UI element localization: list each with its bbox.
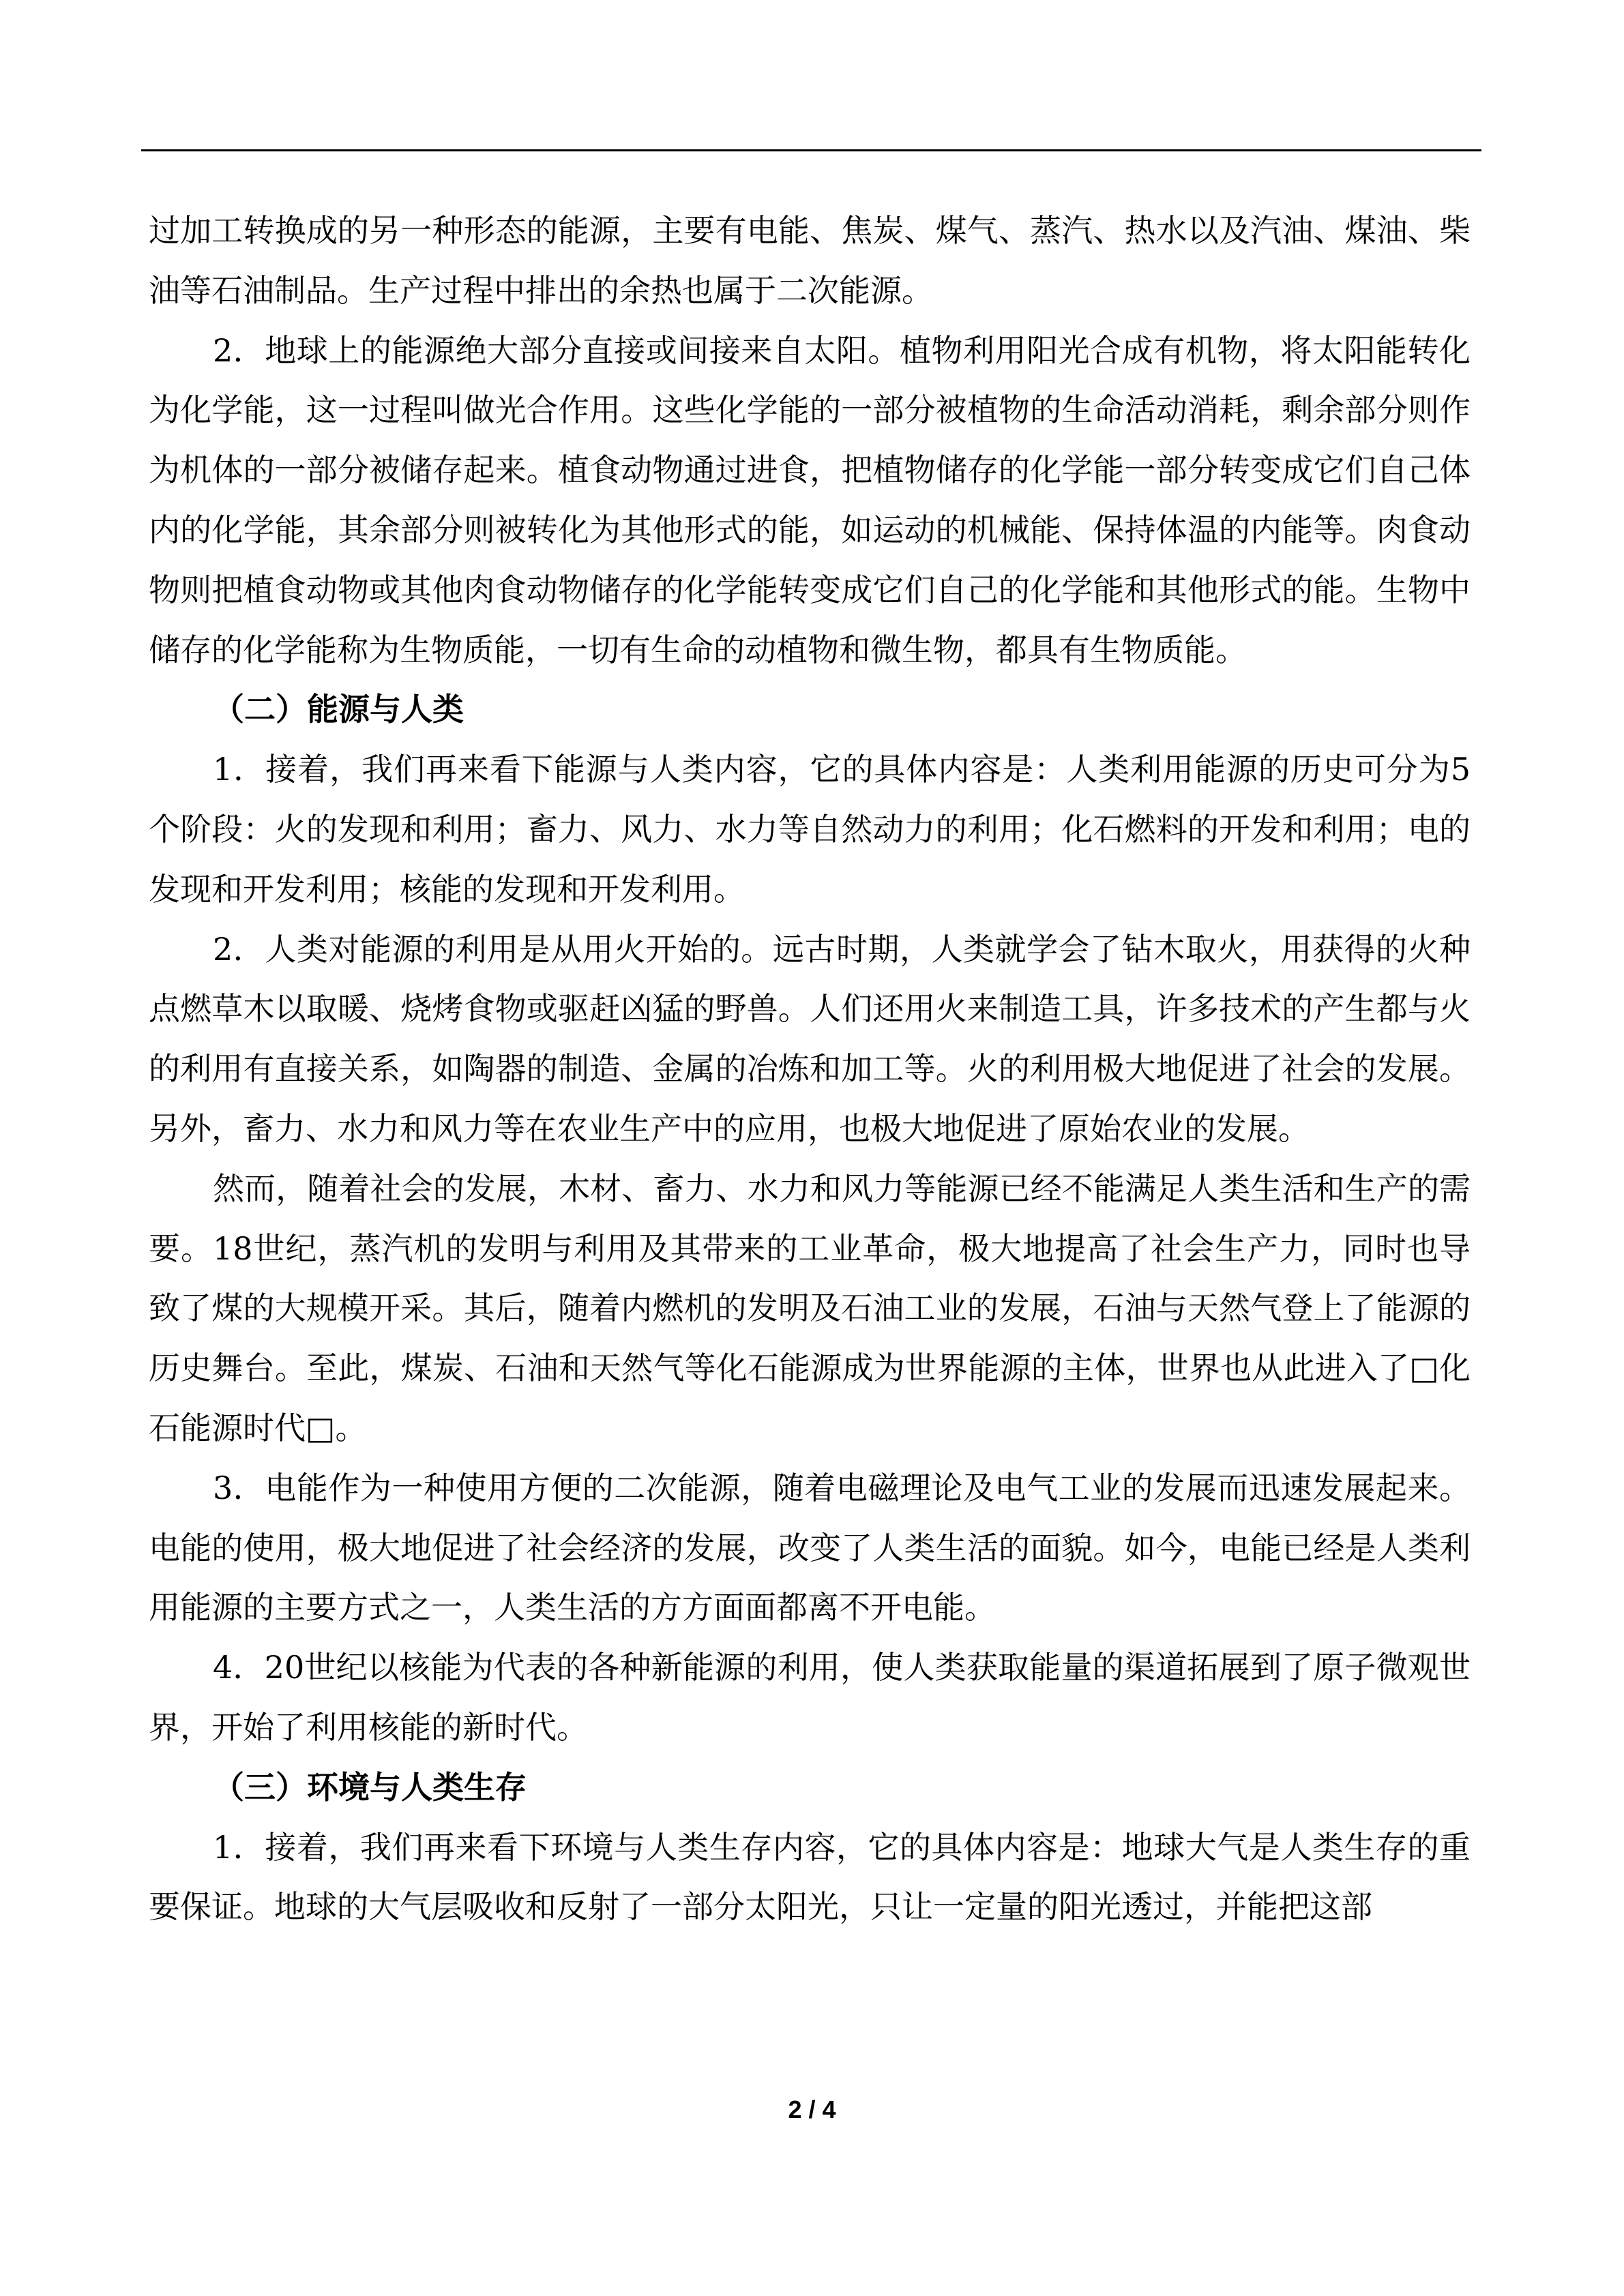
paragraph-continuation: 过加工转换成的另一种形态的能源，主要有电能、焦炭、煤气、蒸汽、热水以及汽油、煤油、柴油等石油制品。生产过程中排出的余热也属于二次能源。 [149,212,1471,309]
page-number: 2 / 4 [788,2096,836,2123]
paragraph-fire-use: 2．人类对能源的利用是从用火开始的。远古时期，人类就学会了钻木取火，用获得的火种点燃草木以取暖、烧烤食物或驱赶凶猛的野兽。人们还用火来制造工具，许多技术的产生都与火的利用有直接关系，如陶器的制造、金属的冶炼和加工等。火的利用极大地促进了社会的发展。另外，畜力、水力和风力等在农业生产中的应用，也极大地促进了原始农业的发展。 [149,930,1471,1147]
paragraph-solar-energy: 2．地球上的能源绝大部分直接或间接来自太阳。植物利用阳光合成有机物，将太阳能转化为化学能，这一过程叫做光合作用。这些化学能的一部分被植物的生命活动消耗，剩余部分则作为机体的一部分被储存起来。植食动物通过进食，把植物储存的化学能一部分转变成它们自己体内的化学能，其余部分则被转化为其他形式的能，如运动的机械能、保持体温的内能等。肉食动物则把植食动物或其他肉食动物储存的化学能转变成它们自己的化学能和其他形式的能。生物中储存的化学能称为生物质能，一切有生命的动植物和微生物，都具有生物质能。 [149,331,1471,668]
paragraph-atmosphere: 1．接着，我们再来看下环境与人类生存内容，它的具体内容是：地球大气是人类生存的重要保证。地球的大气层吸收和反射了一部分太阳光，只让一定量的阳光透过，并能把这部 [149,1828,1471,1926]
paragraph-fossil-fuel-era: 然而，随着社会的发展，木材、畜力、水力和风力等能源已经不能满足人类生活和生产的需要。18世纪，蒸汽机的发明与利用及其带来的工业革命，极大地提高了社会生产力，同时也导致了煤的大规模开采。其后，随着内燃机的发明及石油工业的发展，石油与天然气登上了能源的历史舞台。至此，煤炭、石油和天然气等化石能源成为世界能源的主体，世界也从此进入了□化石能源时代□。 [149,1169,1471,1446]
section-heading-energy-and-humans: （二）能源与人类 [213,691,464,728]
section-heading-environment-and-survival: （三）环境与人类生存 [213,1768,527,1806]
paragraph-electric-energy: 3．电能作为一种使用方便的二次能源，随着电磁理论及电气工业的发展而迅速发展起来。电能的使用，极大地促进了社会经济的发展，改变了人类生活的面貌。如今，电能已经是人类利用能源的主要方式之一，人类生活的方方面面都离不开电能。 [149,1469,1471,1626]
header-rule [141,149,1481,151]
paragraph-energy-history: 1．接着，我们再来看下能源与人类内容，它的具体内容是：人类利用能源的历史可分为5个阶段：火的发现和利用；畜力、风力、水力等自然动力的利用；化石燃料的开发和利用；电的发现和开发利用；核能的发现和开发利用。 [149,751,1471,908]
paragraph-nuclear-energy: 4．20世纪以核能为代表的各种新能源的利用，使人类获取能量的渠道拓展到了原子微观世界，开始了利用核能的新时代。 [149,1649,1471,1746]
document-body [149,201,1471,1937]
